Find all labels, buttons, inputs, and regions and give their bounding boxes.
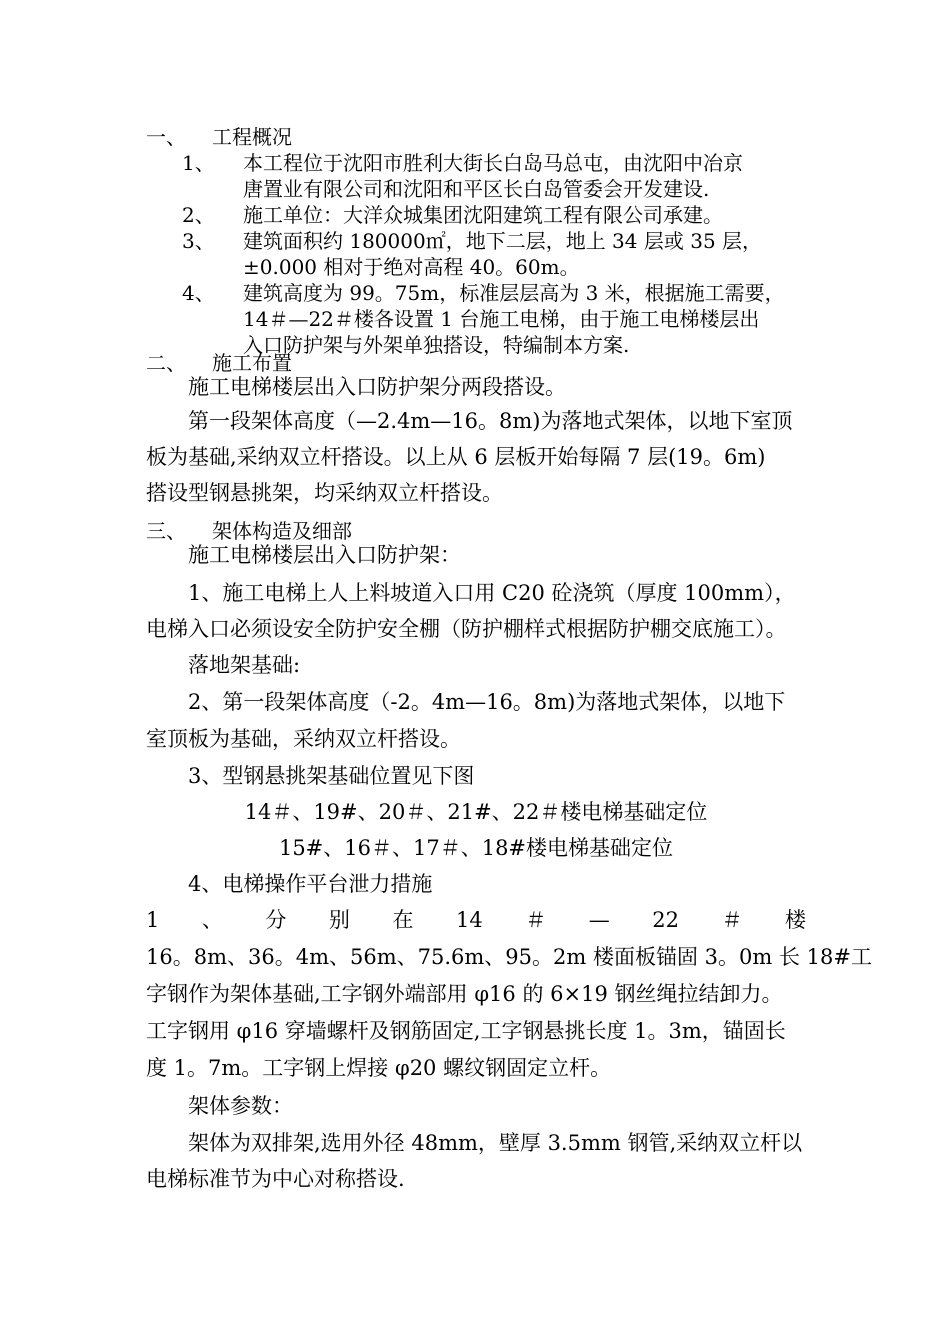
section-3-line-1: 施工电梯楼层出入口防护架：: [188, 543, 461, 567]
section-1-title: 工程概况: [212, 125, 292, 149]
section-3-line-2: 1、施工电梯上人上料坡道入口用 C20 砼浇筑（厚度 100mm），: [188, 581, 796, 605]
section-2-line-4: 搭设型钢悬挑架，均采纳双立杆搭设。: [146, 481, 503, 505]
item-4-line-2: 14＃—22＃楼各设置 1 台施工电梯，由于施工电梯楼层出: [243, 307, 760, 331]
section-3-number: 三、: [146, 519, 186, 543]
anchor-line-3: 工字钢用 φ16 穿墙螺杆及钢筋固定,工字钢悬挑长度 1。3m，锚固长: [146, 1019, 786, 1043]
item-1-number: 1、: [182, 151, 215, 175]
anchor-line-4: 度 1。7m。工字钢上焊接 φ20 螺纹钢固定立杆。: [146, 1056, 612, 1080]
item-2-line-1: 施工单位：大洋众城集团沈阳建筑工程有限公司承建。: [243, 203, 723, 227]
item-4-heading: 4、电梯操作平台泄力措施: [188, 872, 433, 896]
section-1-number: 一、: [146, 125, 186, 149]
spread-token: 、: [201, 908, 223, 932]
section-3-line-6: 室顶板为基础，采纳双立杆搭设。: [146, 727, 461, 751]
spread-line: [146, 905, 806, 935]
foundation-caption-1: 14＃、19#、20＃、21#、22＃楼电梯基础定位: [244, 800, 708, 824]
section-3-line-7: 3、型钢悬挑架基础位置见下图: [188, 764, 475, 788]
spread-token: 1: [146, 908, 160, 932]
item-3-line-2: ±0.000 相对于绝对高程 40。60m。: [243, 255, 580, 279]
spread-token: 分: [265, 908, 287, 932]
item-3-number: 3、: [182, 229, 215, 253]
spread-token: 楼: [785, 908, 806, 932]
frame-params-line-2: 电梯标准节为中心对称搭设.: [146, 1167, 405, 1191]
item-1-line-2: 唐置业有限公司和沈阳和平区长白岛管委会开发建设.: [243, 177, 710, 201]
anchor-line-1: 16。8m、36。4m、56m、75.6m、95。2m 楼面板锚固 3。0m 长 18#工: [146, 945, 872, 969]
section-2-line-3: 板为基础,采纳双立杆搭设。以上从 6 层板开始每隔 7 层(19。6m): [146, 445, 766, 469]
section-2-number: 二、: [146, 351, 186, 375]
item-2-number: 2、: [182, 203, 215, 227]
item-3-line-1: 建筑面积约 180000㎡，地下二层，地上 34 层或 35 层，: [243, 229, 763, 253]
spread-token: ＃: [721, 908, 743, 932]
section-3-line-4: 落地架基础:: [188, 653, 301, 677]
section-2-title: 施工布置: [212, 351, 292, 375]
item-4-line-1: 建筑高度为 99。75m，标准层层高为 3 米，根据施工需要，: [243, 281, 785, 305]
spread-token: 14: [455, 908, 483, 932]
spread-token: ＃: [525, 908, 547, 932]
anchor-line-2: 字钢作为架体基础,工字钢外端部用 φ16 的 6×19 钢丝绳拉结卸力。: [146, 982, 783, 1006]
spread-token: —: [588, 908, 610, 932]
item-4-number: 4、: [182, 281, 215, 305]
foundation-caption-2: 15#、16＃、17＃、18#楼电梯基础定位: [278, 836, 674, 860]
item-4-line-3: 入口防护架与外架单独搭设，特编制本方案.: [243, 333, 630, 357]
spread-token: 在: [392, 908, 414, 932]
spread-token: 别: [328, 908, 350, 932]
frame-params-line-1: 架体为双排架,选用外径 48mm，壁厚 3.5mm 钢管,采纳双立杆以: [188, 1131, 803, 1155]
item-1-line-1: 本工程位于沈阳市胜利大街长白岛马总屯，由沈阳中冶京: [243, 151, 743, 175]
section-3-line-5: 2、第一段架体高度（-2。4m—16。8m)为落地式架体，以地下: [188, 690, 786, 714]
section-2-line-2: 第一段架体高度（—2.4m—16。8m)为落地式架体，以地下室顶: [188, 409, 793, 433]
section-2-line-1: 施工电梯楼层出入口防护架分两段搭设。: [188, 375, 566, 399]
section-3-line-3: 电梯入口必须设安全防护安全棚（防护棚样式根据防护棚交底施工）。: [146, 617, 787, 641]
spread-token: 22: [652, 908, 679, 932]
section-3-title: 架体构造及细部: [212, 519, 352, 543]
frame-params-title: 架体参数：: [188, 1094, 293, 1118]
